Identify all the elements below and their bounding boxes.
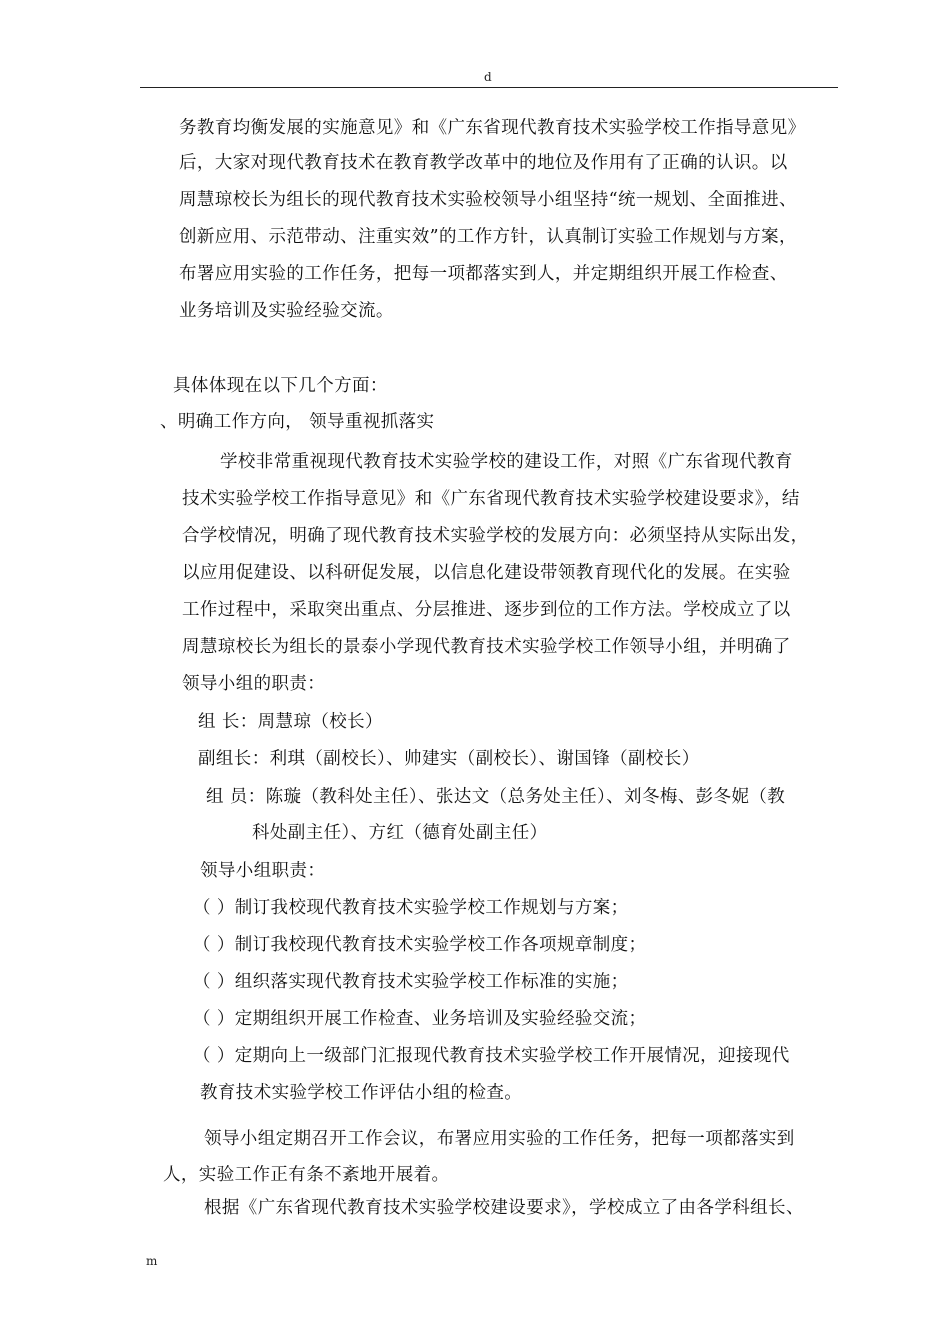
- paragraph-line: 根据《广东省现代教育技术实验学校建设要求》，学校成立了由各学科组长、: [204, 1198, 804, 1218]
- footer-letter: m: [146, 1254, 158, 1268]
- paragraph-line: 合学校情况，明确了现代教育技术实验学校的发展方向：必须坚持从实际出发，: [182, 526, 809, 546]
- paragraph-line: 领导小组的职责：: [182, 674, 326, 694]
- paragraph-line: 工作过程中，采取突出重点、分层推进、逐步到位的工作方法。学校成立了以: [182, 600, 791, 620]
- duties-heading: 领导小组职责：: [200, 861, 326, 881]
- paragraph-line: 学校非常重视现代教育技术实验学校的建设工作，对照《广东省现代教育: [220, 452, 793, 472]
- section-heading: 、明确工作方向， 领导重视抓落实: [160, 412, 435, 432]
- member-vice: 副组长：利琪（副校长）、帅建实（副校长）、谢国锋（副校长）: [198, 749, 700, 769]
- member-leader: 组 长：周慧琼（校长）: [198, 712, 383, 732]
- intro-line: 具体体现在以下几个方面：: [173, 376, 388, 396]
- paragraph-line: 技术实验学校工作指导意见》和《广东省现代教育技术实验学校建设要求》，结: [182, 489, 800, 509]
- duty-item: （ ）定期向上一级部门汇报现代教育技术实验学校工作开展情况，迎接现代: [193, 1046, 790, 1066]
- duty-item: （ ）定期组织开展工作检查、业务培训及实验经验交流；: [193, 1009, 647, 1029]
- duty-item: （ ）制订我校现代教育技术实验学校工作各项规章制度；: [193, 935, 647, 955]
- paragraph-line: 周慧琼校长为组长的现代教育技术实验校领导小组坚持“统一规划、全面推进、: [179, 190, 797, 210]
- member-staff-cont: 科处副主任）、方红（德育处副主任）: [252, 823, 548, 843]
- paragraph-line: 后，大家对现代教育技术在教育教学改革中的地位及作用有了正确的认识。以: [179, 153, 788, 173]
- duty-item: （ ）组织落实现代教育技术实验学校工作标准的实施；: [193, 972, 629, 992]
- member-staff: 组 员：陈璇（教科处主任）、张达文（总务处主任）、刘冬梅、彭冬妮（教: [206, 787, 786, 807]
- paragraph-line: 领导小组定期召开工作会议，布署应用实验的工作任务，把每一项都落实到: [204, 1129, 795, 1149]
- paragraph-line: 周慧琼校长为组长的景泰小学现代教育技术实验学校工作领导小组，并明确了: [182, 637, 791, 657]
- duty-item-cont: 教育技术实验学校工作评估小组的检查。: [200, 1083, 523, 1103]
- paragraph-line: 务教育均衡发展的实施意见》和《广东省现代教育技术实验学校工作指导意见》: [179, 118, 806, 138]
- paragraph-line: 布署应用实验的工作任务，把每一项都落实到人，并定期组织开展工作检查、: [179, 264, 788, 284]
- paragraph-line: 以应用促建设、以科研促发展，以信息化建设带领教育现代化的发展。在实验: [182, 563, 791, 583]
- header-letter: d: [484, 70, 492, 84]
- paragraph-line: 业务培训及实验经验交流。: [179, 301, 394, 321]
- paragraph-line: 人，实验工作正有条不紊地开展着。: [163, 1165, 450, 1185]
- paragraph-line: 创新应用、示范带动、注重实效”的工作方针，认真制订实验工作规划与方案，: [179, 227, 797, 247]
- duty-item: （ ）制订我校现代教育技术实验学校工作规划与方案；: [193, 898, 629, 918]
- header-rule: [140, 87, 838, 88]
